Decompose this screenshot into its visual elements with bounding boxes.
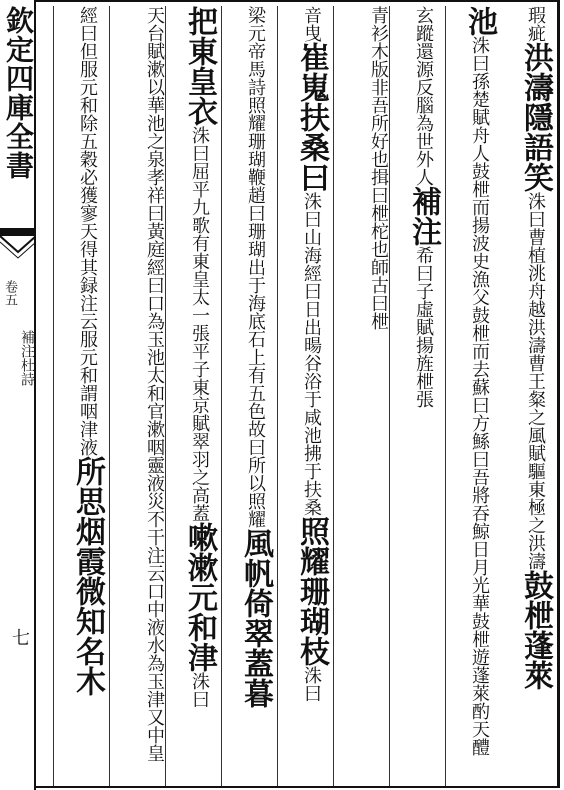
- commentary-text: 天台賦漱以華池之泉孝祥曰黃庭經曰口為玉池太和官漱咽靈液災不干注云口中液水為玉津又中皇: [144, 6, 165, 762]
- text-column: [501, 6, 557, 786]
- text-column: [109, 6, 165, 786]
- commentary-text: 洙曰孫楚賦舟人鼓枻而揚波史漁父鼓枻而去蘇曰方鯀曰吾將吞鯨日月光華鼓枻遊蓬萊酌天醴: [469, 36, 490, 756]
- main-text: 把東皇衣: [182, 6, 217, 126]
- text-column: [445, 6, 501, 786]
- commentary-text: 音曳: [301, 6, 322, 42]
- page-margin: [0, 0, 36, 790]
- fishtail-ornament: [0, 228, 36, 268]
- commentary-text: 揖曰枻柁也師古曰枻: [368, 168, 389, 330]
- main-text: 風帆倚翠蓋暮: [238, 528, 273, 708]
- main-text: 崔嵬扶桑曰: [294, 42, 329, 192]
- juan-label: 卷五: [2, 280, 17, 306]
- commentary-text: 瑕疵: [525, 6, 546, 42]
- commentary-text: 洙曰曹植洮舟越洪濤曹王粲之風賦驅東極之洪濤: [525, 192, 546, 570]
- main-text: 池: [462, 6, 497, 36]
- text-column: [53, 6, 109, 786]
- main-text: 嗽漱元和津: [182, 522, 217, 672]
- text-frame: [36, 0, 560, 788]
- commentary-text: 青衫木版非吾所好也: [368, 6, 389, 168]
- commentary-text: 經曰但服元和除五穀必獲寥天得其録注云服元和謂咽津液: [77, 6, 98, 456]
- commentary-text: 洙曰: [189, 672, 210, 708]
- page-number: 七: [9, 628, 30, 646]
- commentary-text: 玄蹤還源反腦為世外人: [413, 6, 434, 186]
- text-column: [277, 6, 333, 786]
- text-column: [333, 6, 389, 786]
- main-text: 補注: [406, 186, 441, 246]
- chapter-subtitle: 補注杜詩: [19, 330, 35, 386]
- main-text: 洪濤隱語笑: [518, 42, 553, 192]
- commentary-text: 梁元帝馬詩照耀珊瑚鞭趙曰珊瑚出于海底石上有五色故曰所以照耀: [245, 6, 266, 528]
- commentary-text: 希曰子虛賦揚旌枻張: [413, 246, 434, 408]
- text-column: [165, 6, 221, 786]
- main-text: 所思烟霞微知名木: [70, 456, 105, 696]
- main-text: 鼓枻蓬萊: [518, 570, 553, 690]
- text-column: [221, 6, 277, 786]
- commentary-text: 洙曰山海經曰日出暘谷浴于咸池拂于扶桑: [301, 192, 322, 516]
- commentary-text: 洙曰: [301, 666, 322, 702]
- book-title: 欽定四庫全書: [2, 6, 35, 180]
- text-column: [389, 6, 445, 786]
- main-text: 照耀珊瑚枝: [294, 516, 329, 666]
- commentary-text: 洙曰屈平九歌有東皇太一張平子東京賦翠羽之高蓋: [189, 126, 210, 522]
